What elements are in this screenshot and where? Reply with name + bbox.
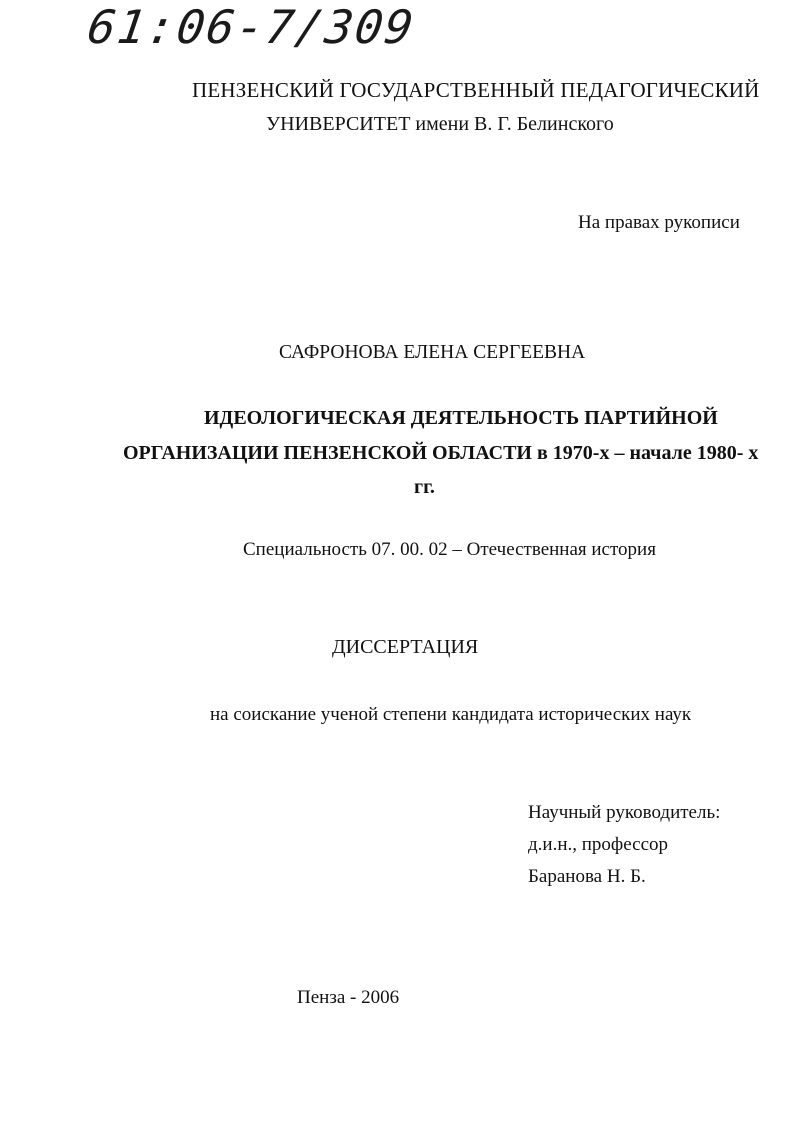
handwritten-archive-number: 61:06-7/309 <box>84 0 419 54</box>
advisor-label: Научный руководитель: <box>528 802 721 823</box>
city-and-year: Пенза - 2006 <box>297 987 400 1008</box>
degree-purpose-line: на соискание ученой степени кандидата исторических наук <box>210 704 692 725</box>
university-name-line2: УНИВЕРСИТЕТ имени В. Г. Белинского <box>266 113 614 135</box>
advisor-name: Баранова Н. Б. <box>528 866 646 887</box>
document-type-heading: ДИССЕРТАЦИЯ <box>332 636 479 658</box>
manuscript-rights-note: На правах рукописи <box>578 212 740 233</box>
dissertation-title-line2: ОРГАНИЗАЦИИ ПЕНЗЕНСКОЙ ОБЛАСТИ в 1970-х – начале 1980- х <box>123 442 759 464</box>
dissertation-title-line3: гг. <box>414 476 435 498</box>
advisor-academic-title: д.и.н., профессор <box>528 834 669 855</box>
author-name: САФРОНОВА ЕЛЕНА СЕРГЕЕВНА <box>279 342 586 363</box>
university-name-line1: ПЕНЗЕНСКИЙ ГОСУДАРСТВЕННЫЙ ПЕДАГОГИЧЕСКИЙ <box>192 78 760 102</box>
dissertation-title-line1: ИДЕОЛОГИЧЕСКАЯ ДЕЯТЕЛЬНОСТЬ ПАРТИЙНОЙ <box>204 407 718 429</box>
specialty-line: Специальность 07. 00. 02 – Отечественная история <box>243 539 656 560</box>
